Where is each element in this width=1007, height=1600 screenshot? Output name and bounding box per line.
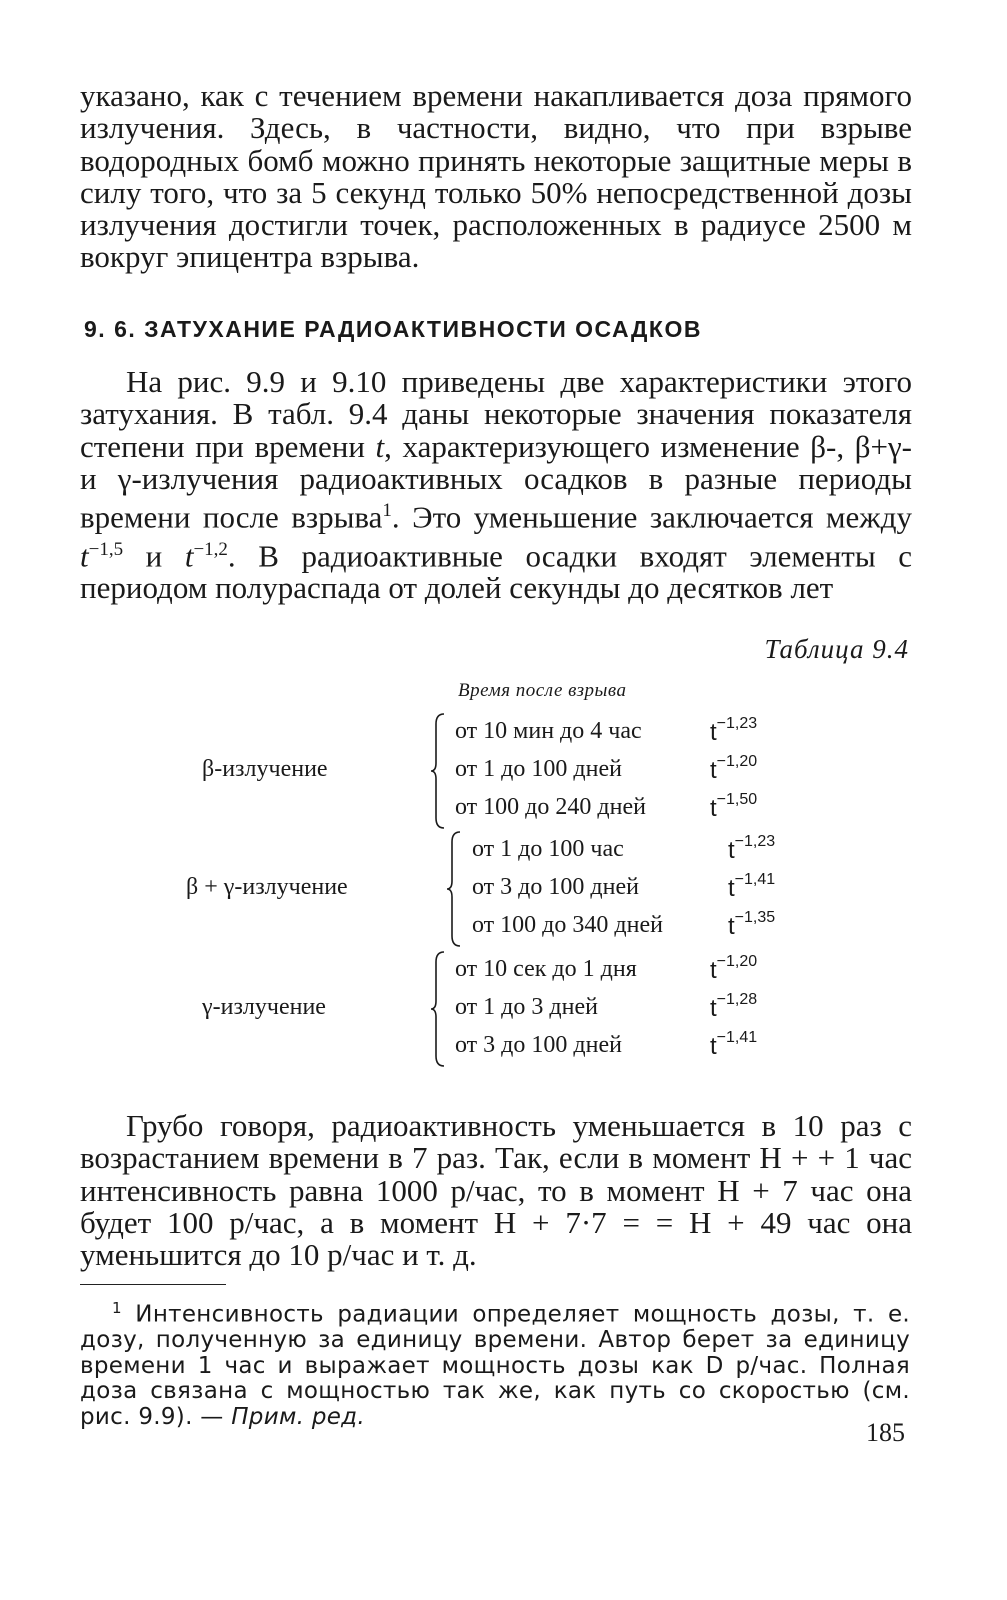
time-range: от 1 до 100 дней xyxy=(455,756,622,782)
exponent-value: −1,23 xyxy=(734,833,776,850)
decay-exponent xyxy=(710,791,758,823)
footnote xyxy=(80,1296,910,1430)
time-variable: t xyxy=(710,995,717,1022)
time-variable: t xyxy=(728,875,735,902)
time-range: от 3 до 100 дней xyxy=(472,874,639,900)
group-label: γ-излучение xyxy=(202,994,326,1020)
paragraph-rule-of-thumb xyxy=(80,1110,912,1271)
group-label: β-излучение xyxy=(202,756,328,782)
brace-icon xyxy=(430,950,446,1068)
time-variable: t xyxy=(728,837,735,864)
footnote-note: Прим. ред. xyxy=(231,1403,365,1430)
paragraph-decay-part-b: , характеризующего изменение β-, β+γ- и γ-излучения радиоактивных осадков в разные периоды времени после взрыва xyxy=(80,428,913,535)
footnote-rule xyxy=(80,1284,226,1285)
decay-exponent xyxy=(728,909,776,941)
exponent-value: −1,28 xyxy=(716,991,758,1008)
time-variable: t xyxy=(710,795,717,822)
exponent-value: −1,23 xyxy=(716,715,758,732)
time-variable: t xyxy=(710,957,717,984)
footnote-text: Интенсивность радиации определяет мощность дозы, т. е. дозу, полученную за единицу времени. Автор берет за единицу времени 1 час и выражает мощность дозы как D р/час. Полная доза связана с мощностью так же, как путь со скоростью (см. рис. 9.9). — xyxy=(80,1301,910,1430)
var-t: t xyxy=(375,428,385,464)
exponent-value: −1,20 xyxy=(716,953,758,970)
paragraph-decay xyxy=(80,366,912,605)
time-range: от 10 сек до 1 дня xyxy=(455,956,637,982)
group-label: β + γ-излучение xyxy=(186,874,348,900)
var-t-2: t xyxy=(184,538,194,574)
decay-exponent xyxy=(728,833,776,865)
paragraph-decay-part-c: . Это уменьшение заключается между xyxy=(391,499,912,535)
paragraph-decay-part-e: . В радиоактивные осадки входят элементы с периодом полураспада от долей секунды до десятков лет xyxy=(80,538,912,606)
paragraph-decay-part-d: и xyxy=(123,538,185,574)
footnote-mark: 1 xyxy=(112,1299,122,1317)
paragraph-rule-text: Грубо говоря, радиоактивность уменьшается в 10 раз с возрастанием времени в 7 раз. Так, если в момент H + + 1 час интенсивность равна 1000 р/час, то в момент H + 7 час она будет 100 р/час, а в момент H + 7·7 = = H + 49 час она уменьшится до 10 р/час и т. д. xyxy=(80,1108,912,1273)
time-variable: t xyxy=(710,1033,717,1060)
exponent-value: −1,35 xyxy=(734,909,776,926)
table-header: Время после взрыва xyxy=(458,680,627,701)
paragraph-intro-text: указано, как с течением времени накапливается доза прямого излучения. Здесь, в частности, видно, что при взрыве водородных бомб можно принять некоторые защитные меры в силу того, что за 5 секунд только 50% непосредственной дозы излучения достигли точек, расположенных в радиусе 2500 м вокруг эпицентра взрыва. xyxy=(80,78,912,275)
brace-icon xyxy=(430,712,446,830)
decay-exponent xyxy=(710,953,758,985)
time-range: от 1 до 100 час xyxy=(472,836,624,862)
exponent-2: −1,2 xyxy=(193,538,228,560)
time-variable: t xyxy=(728,913,735,940)
time-range: от 3 до 100 дней xyxy=(455,1032,622,1058)
time-variable: t xyxy=(710,719,717,746)
footnote-ref: 1 xyxy=(382,500,392,522)
decay-exponent xyxy=(710,715,758,747)
decay-exponent xyxy=(710,991,758,1023)
time-range: от 100 до 240 дней xyxy=(455,794,646,820)
brace-icon xyxy=(446,830,462,948)
exponent-value: −1,41 xyxy=(734,871,776,888)
time-range: от 10 мин до 4 час xyxy=(455,718,642,744)
table-caption: Таблица 9.4 xyxy=(764,634,909,664)
section-heading: 9. 6. ЗАТУХАНИЕ РАДИОАКТИВНОСТИ ОСАДКОВ xyxy=(84,316,702,342)
page-number: 185 xyxy=(866,1418,905,1447)
exponent-value: −1,20 xyxy=(716,753,758,770)
time-range: от 100 до 340 дней xyxy=(472,912,663,938)
exponent-value: −1,50 xyxy=(716,791,758,808)
decay-exponent xyxy=(710,753,758,785)
decay-exponent xyxy=(710,1029,758,1061)
paragraph-intro xyxy=(80,80,912,274)
var-t-1: t xyxy=(80,538,89,574)
time-range: от 1 до 3 дней xyxy=(455,994,598,1020)
exponent-1: −1,5 xyxy=(88,538,124,560)
paragraph-decay-part-a: На рис. 9.9 и 9.10 приведены две характеристики этого затухания. В табл. 9.4 даны некоторые значения показателя степени при времени xyxy=(80,364,912,464)
exponent-value: −1,41 xyxy=(716,1029,758,1046)
time-variable: t xyxy=(710,757,717,784)
decay-exponent xyxy=(728,871,776,903)
